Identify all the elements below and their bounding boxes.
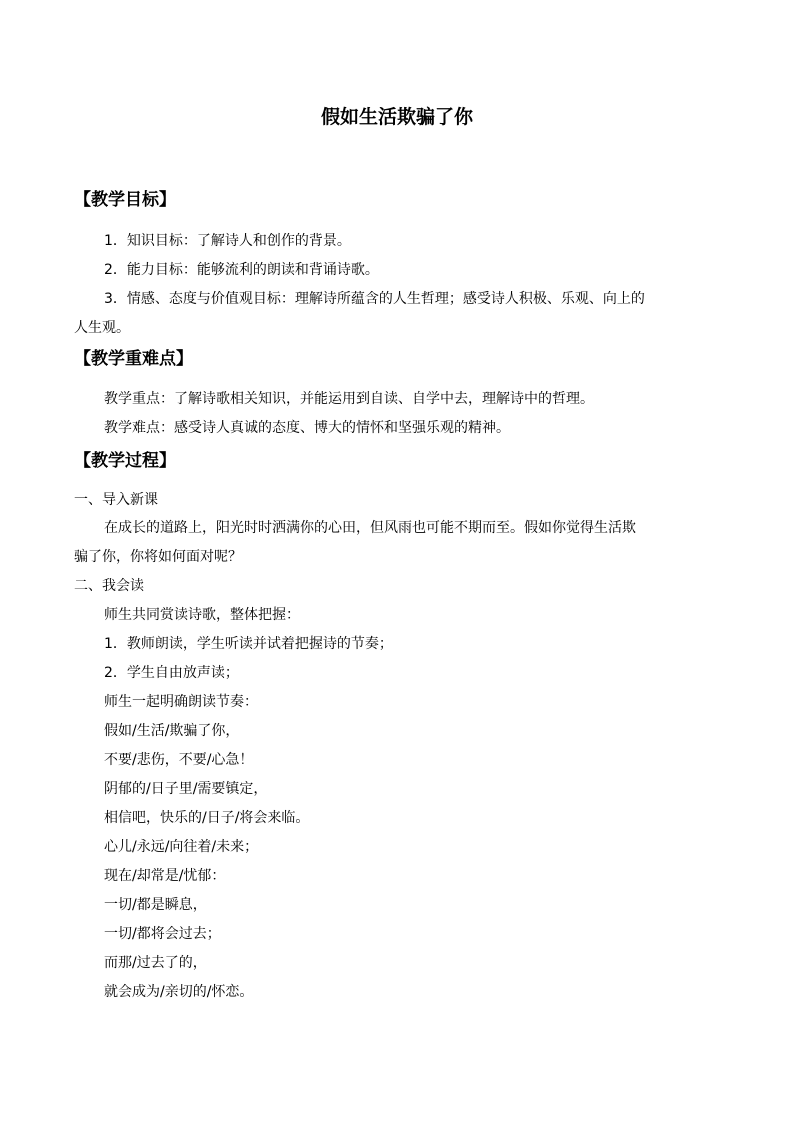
poem-line: 阴郁的/日子里/需要镇定， [104,781,268,797]
poem-line: 心儿/永远/向往着/未来； [104,839,259,855]
document-title: 假如生活欺骗了你 [320,106,473,128]
poem-line: 不要/悲伤，不要/心急！ [104,752,254,768]
section-heading-objectives: 【教学目标】 [74,190,176,210]
process-paragraph-line: 骗了你，你将如何面对呢？ [74,549,242,565]
process-step-line: 师生共同赏读诗歌，整体把握： [104,607,300,623]
poem-line: 而那/过去了的， [104,955,207,971]
poem-line: 相信吧，快乐的/日子/将会来临。 [104,810,310,826]
objective-item: 1．知识目标：了解诗人和创作的背景。 [104,233,351,249]
poem-line: 一切/都是瞬息， [104,897,207,913]
objective-item: 2．能力目标：能够流利的朗读和背诵诗歌。 [104,262,379,278]
poem-line: 一切/都将会过去； [104,926,221,942]
process-step-line: 师生一起明确朗读节奏： [104,694,258,710]
process-paragraph-line: 在成长的道路上，阳光时时洒满你的心田，但风雨也可能不期而至。假如你觉得生活欺 [104,520,636,536]
poem-line: 现在/却常是/忧郁： [104,868,226,884]
poem-line: 就会成为/亲切的/怀恋。 [104,984,254,1000]
section-heading-process: 【教学过程】 [74,451,176,471]
key-point-item: 教学难点：感受诗人真诚的态度、博大的情怀和坚强乐观的精神。 [104,420,510,436]
process-part-title: 二、我会读 [74,578,144,594]
key-point-item: 教学重点：了解诗歌相关知识，并能运用到自读、自学中去，理解诗中的哲理。 [104,391,594,407]
poem-line: 假如/生活/欺骗了你， [104,723,240,739]
section-heading-key-points: 【教学重难点】 [74,349,193,369]
objective-item-continuation: 人生观。 [74,320,130,336]
objective-item: 3．情感、态度与价值观目标：理解诗所蕴含的人生哲理；感受诗人积极、乐观、向上的 [104,291,645,307]
process-part-title: 一、导入新课 [74,492,158,508]
process-step-line: 1．教师朗读，学生听读并试着把握诗的节奏； [104,636,393,652]
process-step-line: 2．学生自由放声读； [104,665,239,681]
